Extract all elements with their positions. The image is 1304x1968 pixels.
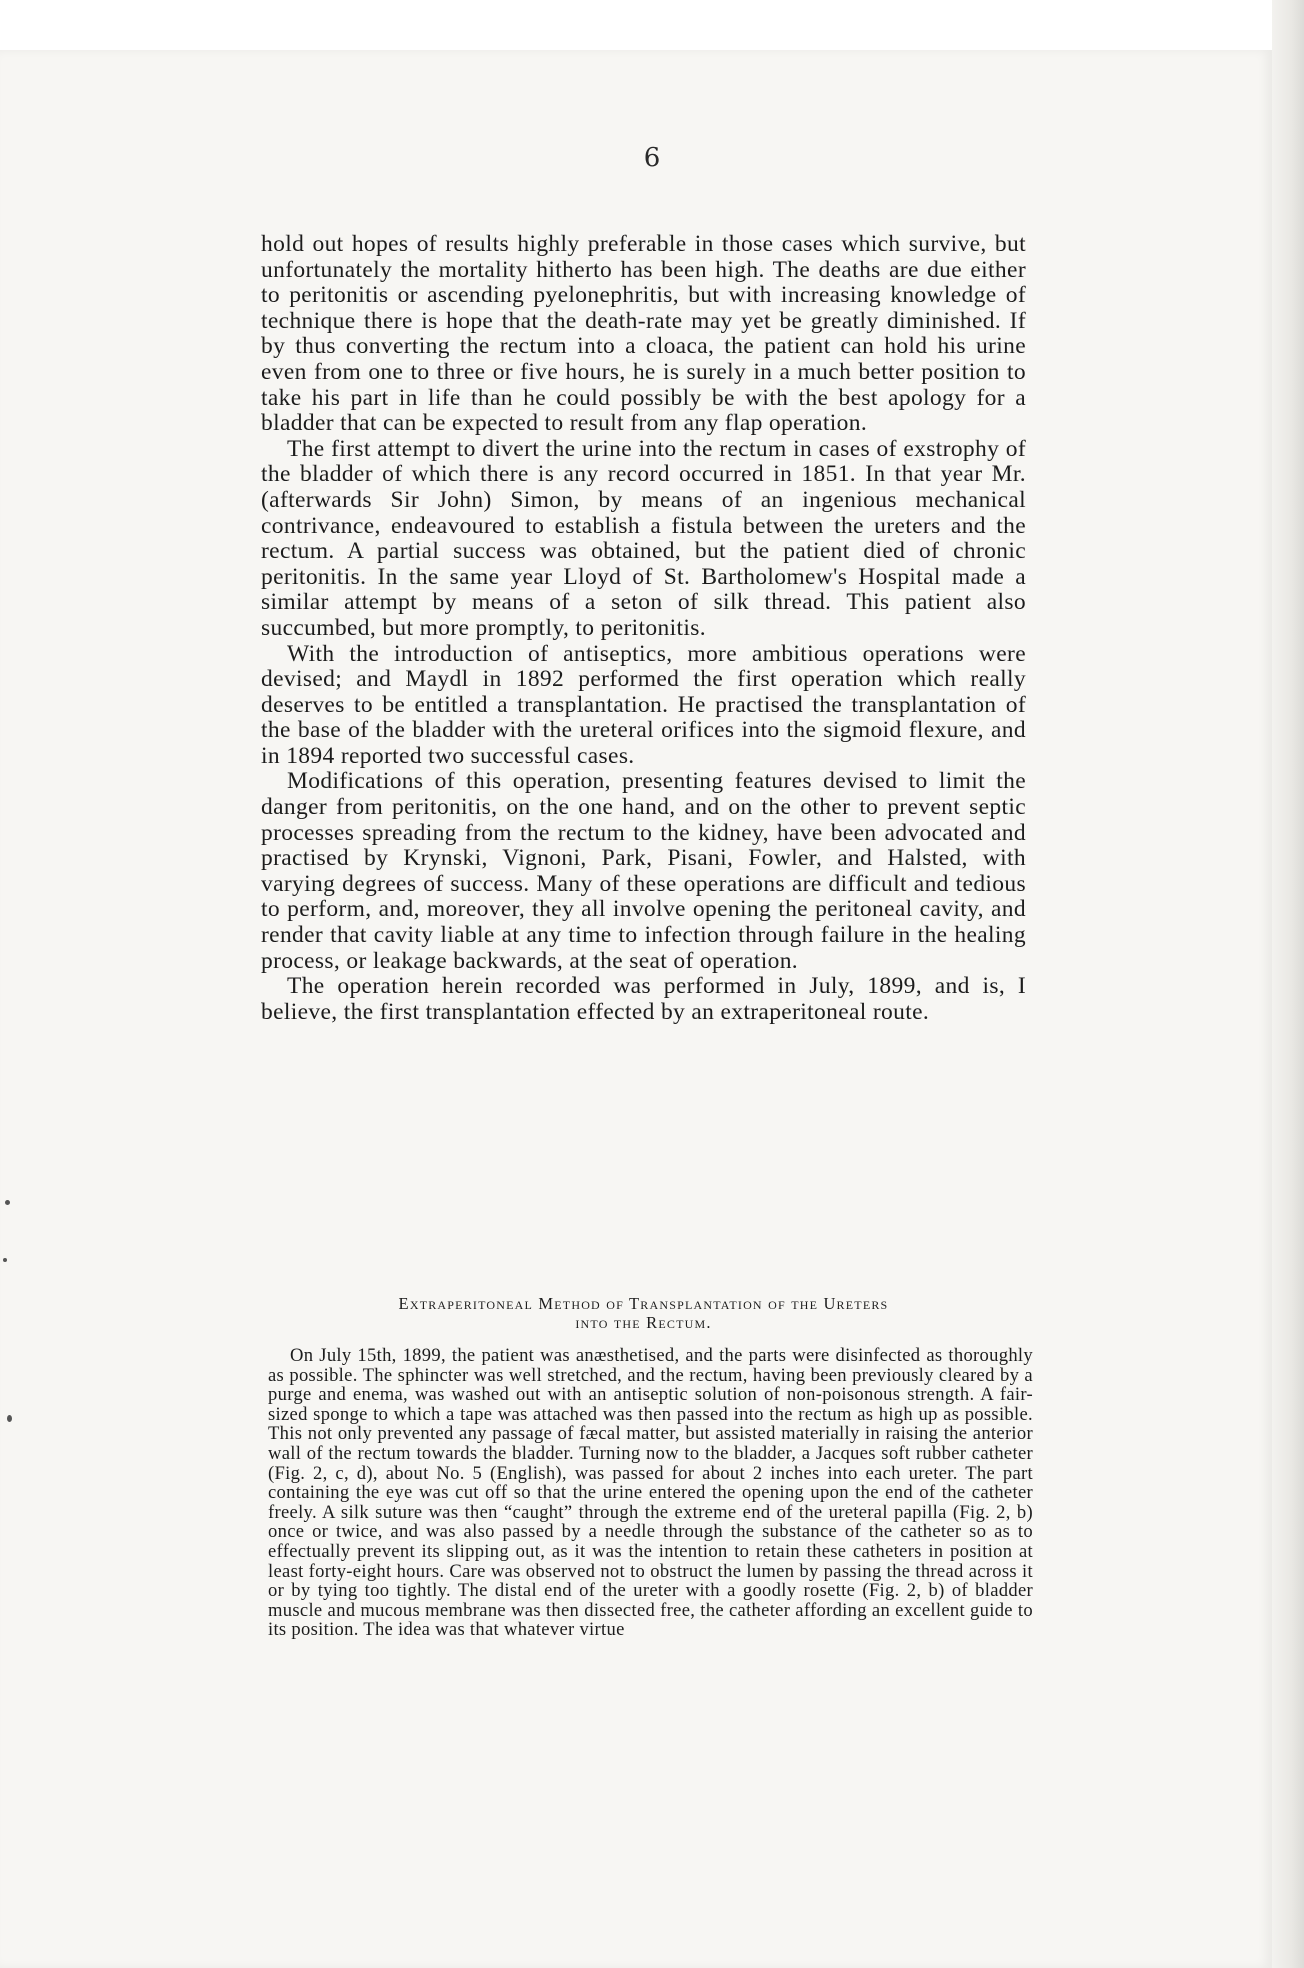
- operation-description: [268, 1346, 1033, 1640]
- adjacent-page-edge: [1272, 0, 1304, 1968]
- paragraph: Modifications of this operation, presenting features devised to limit the danger from peritonitis, on the one hand, and on the other to prevent septic processes spreading from the rectum to the kidney, have been advocated and practised by Krynski, Vignoni, Park, Pisani, Fowler, and Halsted, with varying degrees of success. Many of these operations are difficult and tedious to perform, and, moreover, they all involve opening the peritoneal cavity, and render that cavity liable at any time to infection through failure in the healing process, or leakage backwards, at the seat of operation.: [261, 768, 1026, 974]
- paragraph: With the introduction of antiseptics, more ambitious operations were devised; and Maydl in 1892 performed the first operation which really deserves to be entitled a transplantation. He practised the transplantation of the base of the bladder with the ureteral orifices into the sigmoid flexure, and in 1894 reported two successful cases.: [261, 640, 1026, 769]
- section-heading-line: Extraperitoneal Method of Transplantation of the Ureters: [398, 1294, 889, 1313]
- scan-speck: [7, 1415, 12, 1422]
- section-heading: [261, 1294, 1026, 1332]
- scan-speck: [5, 1200, 10, 1205]
- main-text: [261, 232, 1026, 1025]
- paragraph: The first attempt to divert the urine into the rectum in cases of exstrophy of the bladder of which there is any record occurred in 1851. In that year Mr. (afterwards Sir John) Simon, by means of an ingenious mechanical contrivance, endeavoured to establish a fistula between the ureters and the rectum. A partial success was obtained, but the patient died of chronic peritonitis. In the same year Lloyd of St. Bartholomew's Hospital made a similar attempt by means of a seton of silk thread. This patient also succumbed, but more promptly, to peritonitis.: [261, 435, 1026, 641]
- paragraph: hold out hopes of results highly preferable in those cases which survive, but unfortunately the mortality hitherto has been high. The deaths are due either to peritonitis or ascending pyelonephritis, but with increasing knowledge of technique there is hope that the death-rate may yet be greatly diminished. If by thus converting the rectum into a cloaca, the patient can hold his urine even from one to three or five hours, he is surely in a much better position to take his part in life than he could possibly be with the best apology for a bladder that can be expected to result from any flap operation.: [261, 231, 1026, 437]
- scan-speck: [3, 1258, 7, 1262]
- scan-top-margin: [0, 0, 1304, 50]
- section-heading-line: into the Rectum.: [575, 1313, 712, 1332]
- paragraph: The operation herein recorded was performed in July, 1899, and is, I believe, the first transplantation effected by an extraperitoneal route.: [261, 973, 1026, 1025]
- page-number: 6: [643, 143, 661, 173]
- paragraph: On July 15th, 1899, the patient was anæsthetised, and the parts were disinfected as thoroughly as possible. The sphincter was well stretched, and the rectum, having been previously cleared by a purge and enema, was washed out with an antiseptic solution of non-poisonous strength. A fair-sized sponge to which a tape was attached was then passed into the rectum as high up as possible. This not only prevented any passage of fæcal matter, but assisted materially in raising the anterior wall of the rectum towards the bladder. Turning now to the bladder, a Jacques soft rubber catheter (Fig. 2, c, d), about No. 5 (English), was passed for about 2 inches into each ureter. The part containing the eye was cut off so that the urine entered the opening upon the end of the catheter freely. A silk suture was then “caught” through the extreme end of the ureteral papilla (Fig. 2, b) once or twice, and was also passed by a needle through the substance of the catheter so as to effectually prevent its slipping out, as it was the intention to retain these catheters in position at least forty-eight hours. Care was observed not to obstruct the lumen by passing the thread across it or by tying too tightly. The distal end of the ureter with a goodly rosette (Fig. 2, b) of bladder muscle and mucous membrane was then dissected free, the catheter affording an excellent guide to its position. The idea was that whatever virtue: [268, 1345, 1033, 1641]
